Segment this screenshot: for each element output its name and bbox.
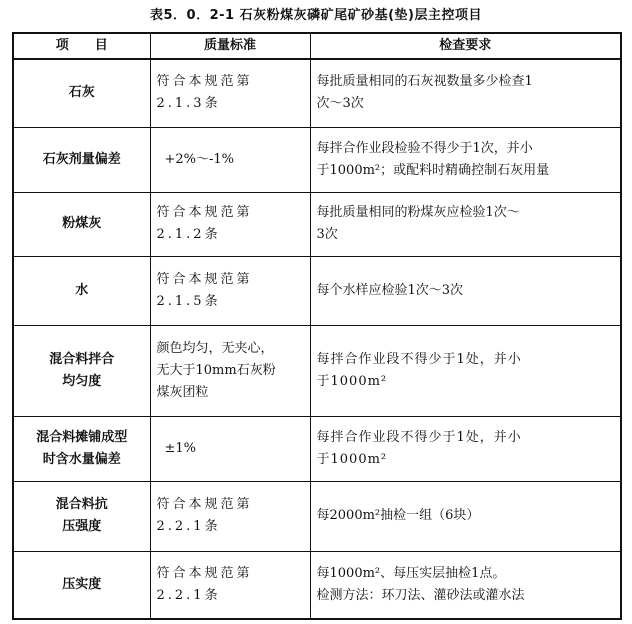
- row-requirement: 每拌合作业段不得少于1处，并小 于1000m²: [316, 352, 522, 390]
- row-requirement: 每2000m²抽检一组（6块）: [316, 508, 480, 524]
- row-item: 混合料抗 压强度: [55, 497, 108, 535]
- row-requirement: 每个水样应检验1次～3次: [316, 282, 464, 298]
- row-item: 石灰: [68, 85, 95, 101]
- table-title: 表5．0．2-1 石灰粉煤灰磷矿尾矿砂基(垫)层主控项目: [150, 8, 482, 23]
- header-item: 项 目: [13, 33, 150, 59]
- row-standard: 符合本规范第 2.2.1条: [156, 566, 253, 604]
- table-header-row: [13, 33, 621, 59]
- row-standard: 符合本规范第 2.1.5条: [156, 271, 253, 309]
- table-row: [13, 481, 621, 552]
- row-requirement: 每拌合作业段检验不得少于1次，并小 于1000m²；或配料时精确控制石灰用量: [316, 141, 550, 179]
- row-item: 水: [75, 282, 89, 298]
- row-item: 粉煤灰: [62, 216, 102, 232]
- table-row: [13, 552, 621, 619]
- row-item: 混合料拌合 均匀度: [49, 352, 115, 390]
- table-row: [13, 127, 621, 192]
- row-requirement: 每批质量相同的粉煤灰应检验1次～ 3次: [316, 205, 520, 243]
- row-standard: 颜色均匀，无夹心， 无大于10mm石灰粉 煤灰团粒: [156, 341, 276, 401]
- row-standard: +2%～-1%: [164, 152, 235, 168]
- row-standard: 符合本规范第 2.2.1条: [156, 497, 253, 535]
- table-row: [13, 59, 621, 127]
- row-item: 混合料摊铺成型 时含水量偏差: [36, 429, 128, 467]
- header-requirement: 检查要求: [310, 33, 621, 59]
- row-standard: 符合本规范第 2.1.2条: [156, 205, 253, 243]
- row-item: 压实度: [62, 577, 102, 593]
- quality-control-table: [12, 32, 622, 620]
- table-row: [13, 325, 621, 416]
- table-row: [13, 417, 621, 481]
- row-standard: ±1%: [164, 440, 197, 456]
- header-standard: 质量标准: [150, 33, 310, 59]
- row-requirement: 每1000m²、每压实层抽检1点。 检测方法：环刀法、灌砂法或灌水法: [316, 566, 525, 604]
- table-row: [13, 256, 621, 325]
- row-requirement: 每批质量相同的石灰视数量多少检查1 次～3次: [316, 74, 533, 112]
- row-item: 石灰剂量偏差: [42, 152, 121, 168]
- row-standard: 符合本规范第 2.1.3条: [156, 74, 253, 112]
- table-row: [13, 193, 621, 256]
- row-requirement: 每拌合作业段不得少于1处，并小 于1000m²: [316, 429, 522, 467]
